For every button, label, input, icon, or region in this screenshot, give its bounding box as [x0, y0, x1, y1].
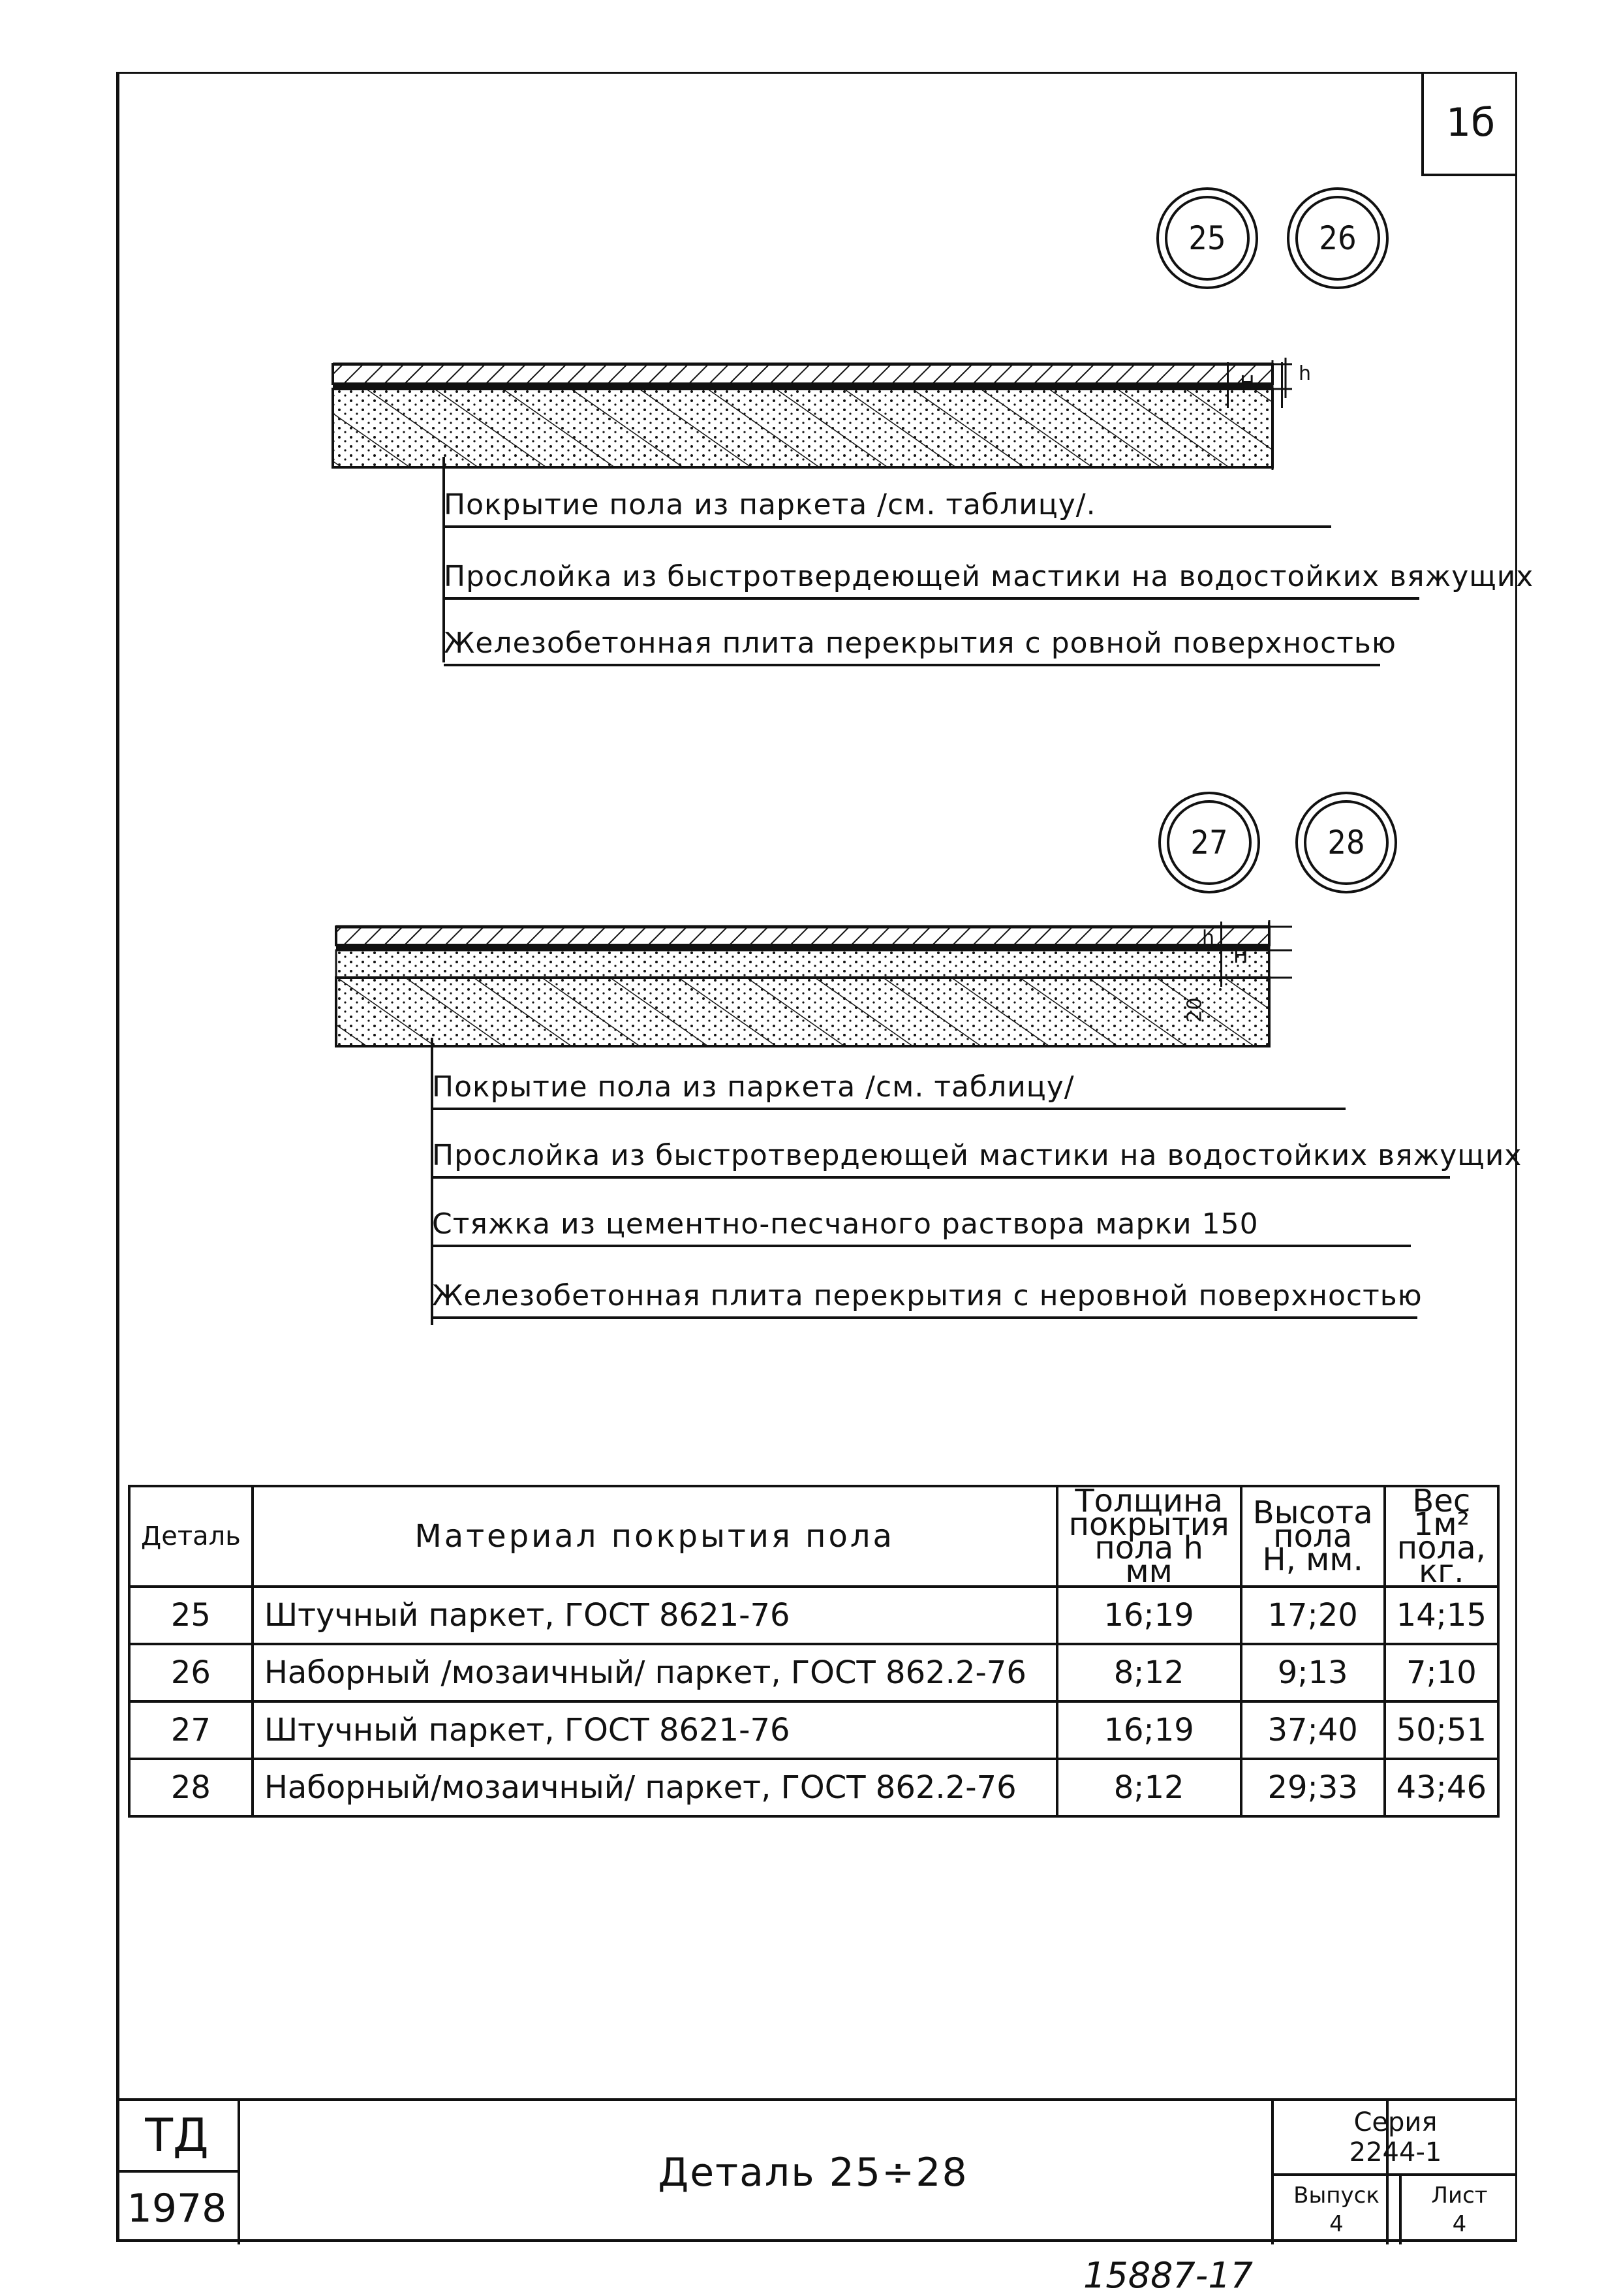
cell-material: Штучный паркет, ГОСТ 8621-76 [253, 1587, 1057, 1644]
header-weight: Вес 1м² пола, кг. [1385, 1486, 1498, 1587]
detail-marker-25-label: 25 [1165, 196, 1250, 281]
detail-marker-27 [1158, 792, 1260, 893]
table-row [129, 1644, 1498, 1701]
sheet-label: Лист [1431, 2182, 1488, 2209]
layer-callout-bottom-2: Прослойка из быстротвердеющей мастики на водостойких вяжущих [432, 1139, 1450, 1179]
cell-height: 17;20 [1241, 1587, 1385, 1644]
layer-callout-bottom-4: Железобетонная плита перекрытия с неровной поверхностью [432, 1279, 1417, 1319]
cell-weight: 14;15 [1385, 1587, 1498, 1644]
parquet-layer-bottom [336, 927, 1269, 945]
table-header-row [129, 1486, 1498, 1587]
cell-height: 29;33 [1241, 1759, 1385, 1816]
archive-number: 15887-17 [1083, 2255, 1253, 2296]
org-code: ТД [116, 2101, 240, 2173]
layer-callout-top-3: Железобетонная плита перекрытия с ровной поверхностью [444, 627, 1380, 666]
dim-label-h-top: h [1299, 362, 1312, 385]
cell-detail: 25 [129, 1587, 253, 1644]
detail-marker-28-label: 28 [1304, 800, 1389, 885]
series-value: 2244-1 [1349, 2137, 1442, 2167]
sheet-cell [1402, 2176, 1517, 2244]
cell-detail: 26 [129, 1644, 253, 1701]
cell-thickness: 8;12 [1057, 1644, 1241, 1701]
layer-callout-top-2: Прослойка из быстротвердеющей мастики на водостойких вяжущих [444, 560, 1419, 600]
series-cell [1271, 2101, 1517, 2176]
parquet-layer [333, 364, 1272, 384]
sheet-number: 1б [1445, 100, 1496, 146]
cell-thickness: 8;12 [1057, 1759, 1241, 1816]
cell-thickness: 16;19 [1057, 1701, 1241, 1759]
dim-bracket-top [1227, 362, 1283, 408]
header-height: Высота пола H, мм. [1241, 1486, 1385, 1587]
issue-value: 4 [1329, 2211, 1344, 2237]
detail-marker-28 [1295, 792, 1397, 893]
cell-material: Наборный /мозаичный/ паркет, ГОСТ 862.2-76 [253, 1644, 1057, 1701]
cell-weight: 50;51 [1385, 1701, 1498, 1759]
spec-table [128, 1485, 1500, 1818]
header-thickness: Толщина покрытия пола h мм [1057, 1486, 1241, 1587]
dim-label-h-bottom: h [1202, 927, 1215, 950]
cell-height: 9;13 [1241, 1644, 1385, 1701]
drawing-title: Деталь 25÷28 [240, 2101, 1389, 2244]
cell-height: 37;40 [1241, 1701, 1385, 1759]
cell-detail: 28 [129, 1759, 253, 1816]
table-row [129, 1701, 1498, 1759]
floor-section-bottom [313, 914, 1292, 1057]
detail-marker-27-label: 27 [1167, 800, 1252, 885]
dim-label-H-bottom: H [1233, 945, 1248, 968]
dim-label-20: 20 [1183, 997, 1207, 1023]
cell-thickness: 16;19 [1057, 1587, 1241, 1644]
series-label: Серия [1353, 2107, 1438, 2137]
header-detail: Деталь [129, 1486, 253, 1587]
detail-marker-26-label: 26 [1295, 196, 1380, 281]
header-material: Материал покрытия пола [253, 1486, 1057, 1587]
title-block [116, 2098, 1517, 2244]
cell-weight: 43;46 [1385, 1759, 1498, 1816]
cell-weight: 7;10 [1385, 1644, 1498, 1701]
cell-material: Наборный/мозаичный/ паркет, ГОСТ 862.2-76 [253, 1759, 1057, 1816]
dim-label-H-top: H [1240, 372, 1255, 395]
layer-callout-top-1: Покрытие пола из паркета /см. таблицу/. [444, 488, 1331, 528]
layer-callout-bottom-1: Покрытие пола из паркета /см. таблицу/ [432, 1070, 1346, 1110]
issue-cell [1271, 2176, 1402, 2244]
issue-label: Выпуск [1293, 2182, 1380, 2209]
layer-callout-bottom-3: Стяжка из цементно-песчаного раствора марки 150 [432, 1207, 1411, 1247]
sheet-value: 4 [1452, 2211, 1467, 2237]
detail-marker-26 [1287, 187, 1389, 289]
detail-marker-25 [1156, 187, 1258, 289]
table-row [129, 1587, 1498, 1644]
cell-material: Штучный паркет, ГОСТ 8621-76 [253, 1701, 1057, 1759]
screed-layer [336, 950, 1269, 978]
cell-detail: 27 [129, 1701, 253, 1759]
sheet-number-box [1421, 72, 1517, 176]
table-row [129, 1759, 1498, 1816]
year: 1978 [116, 2173, 240, 2244]
floor-section-top [313, 352, 1292, 476]
